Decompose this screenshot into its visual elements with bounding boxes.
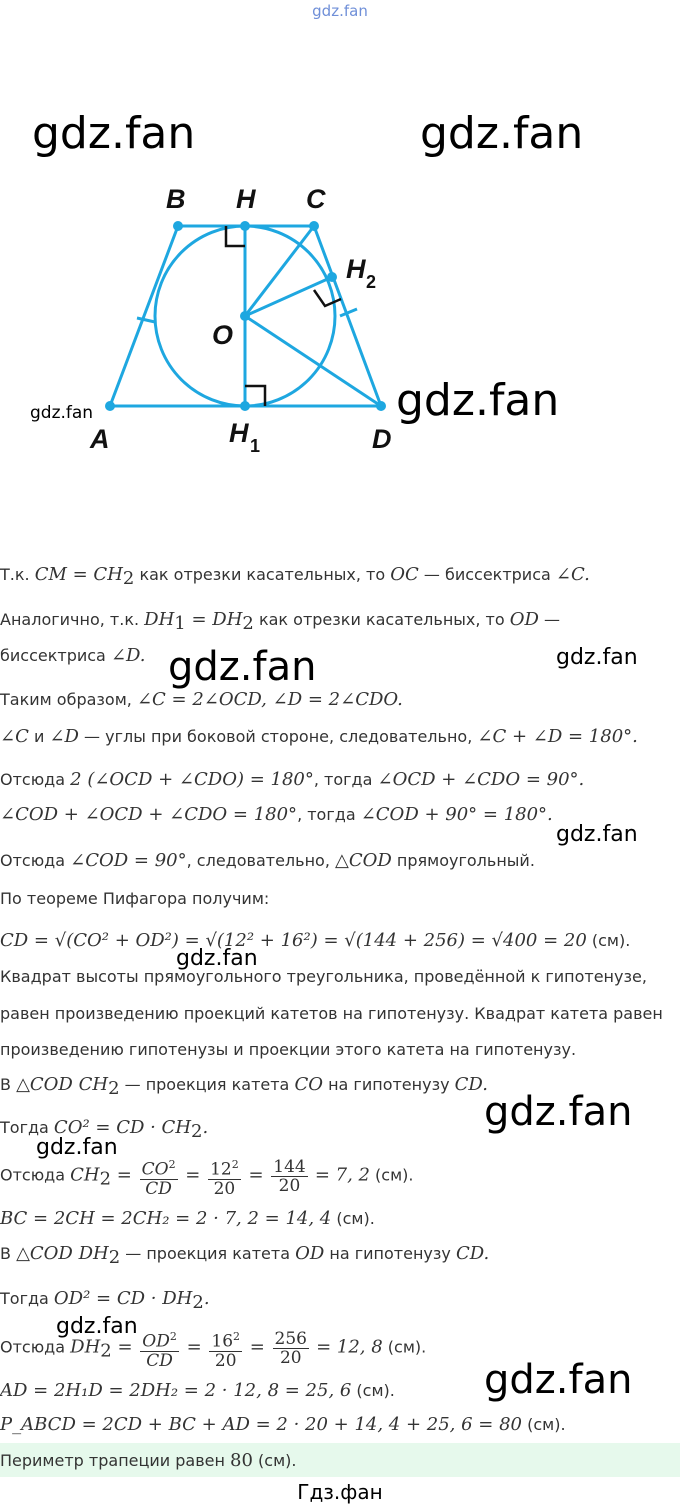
solution-line-8: Отсюда ∠COD = 90°, следовательно, △COD прямоугольный. [0,850,535,871]
solution-line-3: биссектриса ∠D. [0,645,146,666]
label-c: C [306,184,326,214]
label-h1: H [229,418,249,448]
watermark: gdz.fan [484,1089,633,1135]
solution-line-20: Отсюда $DH_2$ = $\frac{OD^2}{CD}$ = $\frac{16^2}{20}$ = $\frac{256}{20}$ = 12, 8 (см). [0,1329,427,1368]
solution-line-6: Отсюда 2 (∠OCD + ∠CDO) = 180°, тогда ∠OCD + ∠CDO = 90°. [0,769,585,790]
watermark: gdz.fan [396,375,560,426]
label-d: D [372,424,392,454]
top-watermark: gdz.fan [312,2,368,20]
segment-oc [245,226,314,316]
watermark: gdz.fan [484,1357,633,1403]
right-angle-h2 [314,290,341,306]
label-h2: H [346,254,366,284]
watermark: gdz.fan [32,108,196,159]
tick-ab [137,318,155,322]
point-h2 [327,272,337,282]
watermark: gdz.fan [420,108,584,159]
watermark: gdz.fan [556,822,638,847]
label-o: O [212,320,234,350]
solution-line-21: AD = 2H₁D = 2DH₂ = 2 · 12, 8 = 25, 6 (см). [0,1380,395,1401]
solution-line-16: Отсюда $CH_2$ = $\frac{CO^2}{CD}$ = $\frac{12^2}{20}$ = $\frac{144}{20}$ = 7, 2 (см). [0,1157,414,1196]
point-a [105,401,115,411]
solution-line-9: По теореме Пифагора получим: [0,889,270,908]
watermark: gdz.fan [56,1314,138,1339]
solution-line-12: равен произведению проекций катетов на гипотенузу. Квадрат катета равен [0,1004,663,1023]
answer-box: Периметр трапеции равен 80 (см). [0,1443,680,1477]
solution-line-7: ∠COD + ∠OCD + ∠CDO = 180°, тогда ∠COD + 90° = 180°. [0,804,553,825]
watermark: gdz.fan [168,644,317,690]
solution-line-18: В △COD $DH_2$ — проекция катета OD на гипотенузу CD. [0,1243,490,1269]
solution-line-19: Тогда OD² = CD · $DH_2$. [0,1288,210,1314]
label-h1-sub: 1 [250,436,261,456]
solution-line-2: Аналогично, т.к. $DH_1 = DH_2$ как отрезки касательных, то OD — [0,609,561,635]
solution-line-5: ∠C и ∠D — углы при боковой стороне, следовательно, ∠C + ∠D = 180°. [0,726,638,747]
solution-line-14: В △COD $CH_2$ — проекция катета CO на гипотенузу CD. [0,1074,488,1100]
solution-line-11: Квадрат высоты прямоугольного треугольника, проведённой к гипотенузе, [0,967,647,986]
label-a: A [90,424,110,454]
point-c [309,221,319,231]
solution-line-17: BC = 2CH = 2CH₂ = 2 · 7, 2 = 14, 4 (см). [0,1208,375,1229]
solution-line-4: Таким образом, ∠C = 2∠OCD, ∠D = 2∠CDO. [0,689,403,710]
footer-watermark: Гдз.фан [297,1480,383,1504]
label-b: B [166,184,186,214]
watermark: gdz.fan [176,946,258,971]
watermark: gdz.fan [36,1135,118,1160]
solution-line-10: CD = √(CO² + OD²) = √(12² + 16²) = √(144 + 256) = √400 = 20 (см). [0,930,631,951]
point-h1 [240,401,250,411]
watermark: gdz.fan [556,645,638,670]
point-d [376,401,386,411]
solution-line-13: произведению гипотенузы и проекции этого катета на гипотенузу. [0,1040,577,1059]
point-o [240,311,250,321]
solution-line-22: P_ABCD = 2CD + BC + AD = 2 · 20 + 14, 4 + 25, 6 = 80 (см). [0,1414,566,1435]
solution-line-15: Тогда CO² = CD · $CH_2$. [0,1117,209,1143]
label-h: H [236,184,256,214]
watermark: gdz.fan [30,403,94,423]
solution-line-1: Т.к. CM = $CH_2$ как отрезки касательных, то OC — биссектриса ∠C. [0,564,590,590]
label-h2-sub: 2 [366,272,377,292]
point-h [240,221,250,231]
point-b [173,221,183,231]
